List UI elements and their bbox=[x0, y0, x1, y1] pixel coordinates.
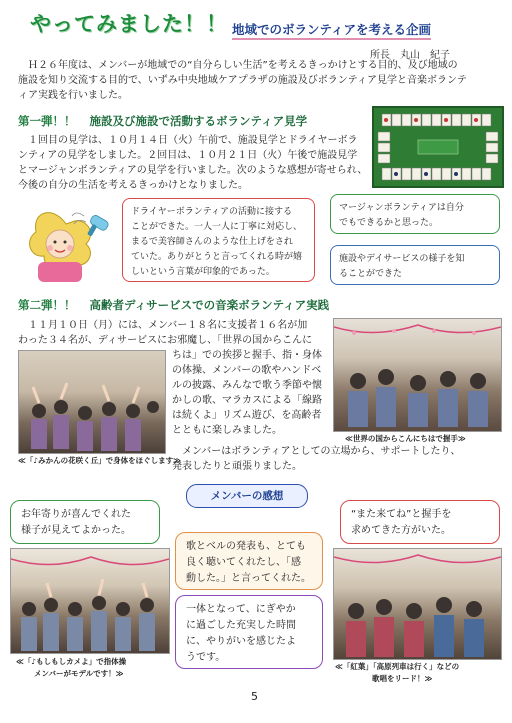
impression-line: 歌とベルの発表も、とても bbox=[186, 541, 306, 552]
impression-bubble-1 bbox=[10, 500, 160, 544]
mahjong-tiles-icon bbox=[374, 108, 502, 186]
section2-body bbox=[172, 348, 332, 438]
impression-line: 動した。」と言ってくれた。 bbox=[186, 573, 311, 584]
caption-exercise: ≪「♪みかんの花咲く丘」で身体をほぐします≫ bbox=[18, 456, 181, 465]
intro-line: Ｈ２６年度は、メンバーが地域での“自分らしい生活”を考えるきっかけとする目的、及び地域の bbox=[28, 60, 458, 71]
section2-line: とともに楽しみました。 bbox=[172, 425, 282, 436]
section2-line: メンバーはボランティアとしての立場から、サポートしたり、 bbox=[182, 446, 461, 457]
impression-bubble-2 bbox=[340, 500, 500, 544]
page-subtitle: 地域でのボランティアを考える企画 bbox=[232, 20, 431, 40]
photo-people-icon bbox=[334, 319, 501, 431]
section2-closing bbox=[172, 444, 472, 474]
impression-line: 一体となって、にぎやか bbox=[186, 604, 296, 615]
caption-singing-2: 歌唱をリード！≫ bbox=[372, 674, 433, 683]
section1-title: 施設及び施設で活動するボランティア見学 bbox=[89, 114, 308, 128]
author: 所長 丸山 紀子 bbox=[370, 50, 450, 61]
comment-dryer bbox=[122, 198, 315, 282]
impression-line: 様子が見えてよかった。 bbox=[21, 525, 131, 536]
section2-number: 第二弾！！ bbox=[18, 298, 76, 312]
comment-mahjong bbox=[330, 194, 500, 234]
section2-title: 高齢者ディサービスでの音楽ボランティア実践 bbox=[89, 298, 330, 312]
comment-line: 施設やデイサービスの様子を知 bbox=[339, 254, 465, 264]
impression-bubble-4 bbox=[175, 595, 323, 669]
caption-singing-1: ≪「紅葉」「高原列車は行く」などの bbox=[335, 662, 460, 671]
caption-finger-exercise-1: ≪「♪もしもしカメよ」で指体操 bbox=[16, 657, 127, 666]
photo-people-icon bbox=[334, 549, 501, 659]
section1-line: 今後の自分の生活を考えるきっかけとなりました。 bbox=[18, 180, 248, 191]
impressions-label: メンバーの感想 bbox=[186, 484, 308, 508]
intro-line: ィア実践を行いました。 bbox=[18, 90, 128, 101]
section1-line: １回目の見学は、１０月１４日（火）午前で、施設見学とドライヤーボラ bbox=[28, 135, 358, 146]
impression-line: 良く聴いてくれたし、「感 bbox=[186, 557, 301, 568]
impression-line: に過ごした充実した時間 bbox=[186, 620, 296, 631]
photo-exercise bbox=[18, 350, 166, 454]
impression-bubble-3 bbox=[175, 532, 323, 590]
photo-people-icon bbox=[19, 351, 165, 453]
comment-facility bbox=[330, 245, 500, 285]
intro-line: 施設を知り交流する目的で、いずみ中央地域ケアプラザの施設及びボランティア見学と音楽ボランテ bbox=[18, 75, 467, 86]
section2-heading bbox=[18, 297, 329, 313]
comment-line: しいという言葉が印象的であった。 bbox=[131, 267, 275, 277]
photo-people-icon bbox=[11, 549, 169, 653]
comment-line: ドライヤーボランティアの活動に接する bbox=[131, 207, 293, 217]
page-title: やってみました！！ bbox=[30, 12, 228, 36]
intro-paragraph bbox=[18, 58, 498, 103]
dryer-volunteer-illustration bbox=[14, 196, 120, 288]
hair-dryer-icon bbox=[14, 196, 120, 288]
section2-line: 発表したりと頑張りました。 bbox=[172, 461, 302, 472]
comment-line: まるで美容師さんのような仕上げをされ bbox=[131, 237, 293, 247]
mahjong-tiles-illustration bbox=[372, 106, 504, 188]
section2-line: かしの歌、マラカスによる「線路 bbox=[172, 395, 322, 406]
comment-line: でもできるかと思った。 bbox=[339, 218, 439, 228]
impression-line: に、やりがいを感じたよ bbox=[186, 636, 296, 647]
impression-line: うです。 bbox=[186, 652, 226, 663]
section2-line: ルの披露、みんなで歌う季節や懐 bbox=[172, 380, 322, 391]
section2-line: の体操、メンバーの歌やハンドベ bbox=[172, 365, 322, 376]
photo-singing bbox=[333, 548, 502, 660]
section1-line: とマージャンボランティアの見学を行いました。次のような感想が寄せられ、 bbox=[18, 165, 368, 176]
section1-paragraph bbox=[18, 133, 368, 193]
section2-line: １１月１０日（月）には、メンバー１８名に支援者１６名が加 bbox=[28, 320, 308, 331]
section1-number: 第一弾！！ bbox=[18, 114, 76, 128]
comment-line: マージャンボランティアは自分 bbox=[339, 203, 464, 213]
comment-line: ることができた bbox=[339, 269, 403, 279]
section1-line: ンティアの見学をしました。２回目は、１０月２１日（火）午後で施設見学 bbox=[18, 150, 358, 161]
section1-heading bbox=[18, 113, 307, 129]
comment-line: ことができた。一人一人に丁寧に対応し、 bbox=[131, 222, 303, 232]
caption-handshake: ≪世界の国からこんにちはで握手≫ bbox=[345, 434, 466, 443]
impression-line: お年寄りが喜んでくれた bbox=[21, 509, 131, 520]
photo-handshake bbox=[333, 318, 502, 432]
impression-line: “また来てね”と握手を bbox=[351, 509, 452, 520]
section2-line: わった３４名が、ディサービスにお邪魔し、「世界の国からこんに bbox=[18, 335, 313, 346]
comment-line: ていた。ありがとうと言ってくれる時が嬉 bbox=[131, 252, 303, 262]
page-number: 5 bbox=[251, 690, 258, 703]
impression-line: 求めてきた方がいた。 bbox=[351, 525, 451, 536]
section2-line: は続くよ」リズム遊び、を高齢者 bbox=[172, 410, 322, 421]
photo-finger-exercise bbox=[10, 548, 170, 654]
caption-finger-exercise-2: メンバーがモデルです！≫ bbox=[34, 669, 124, 678]
section2-intro bbox=[18, 318, 338, 348]
section2-line: ちは」での挨拶と握手、指・身体 bbox=[172, 350, 322, 361]
